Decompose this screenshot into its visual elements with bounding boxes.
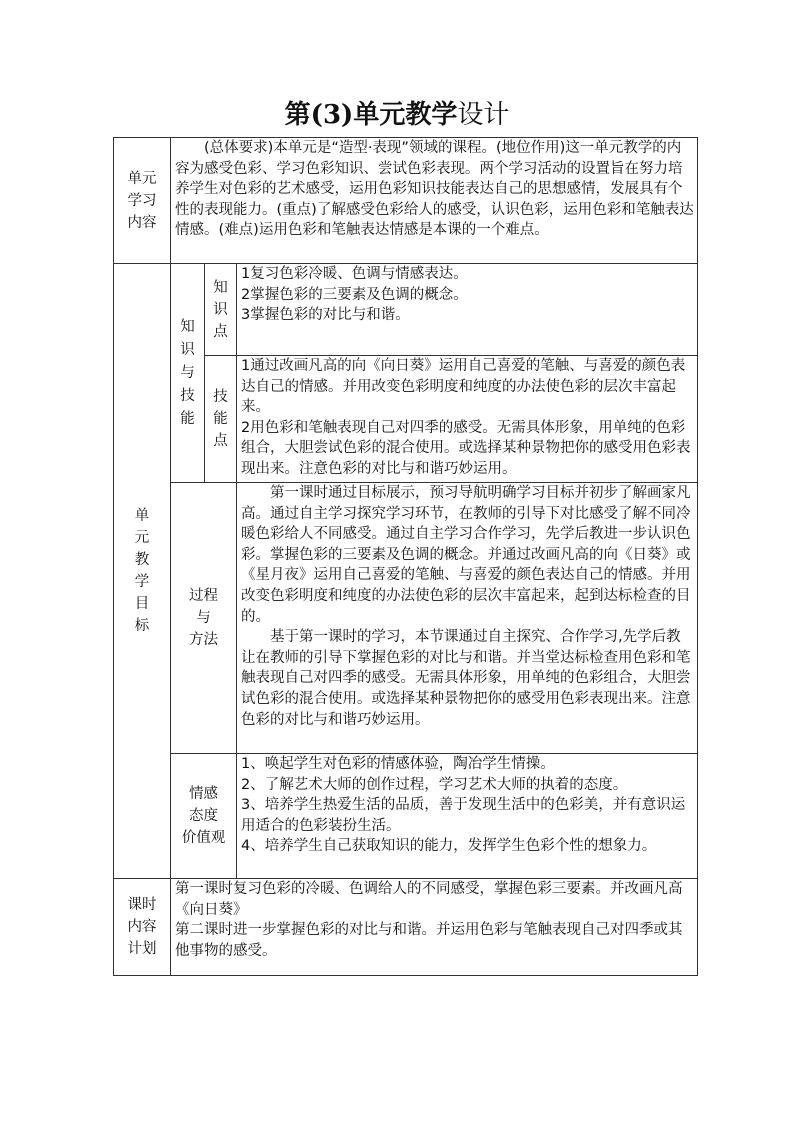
- schedule-label: [114, 879, 171, 976]
- label-line: 与: [180, 364, 195, 381]
- attitude-item: 3、培养学生热爱生活的品质，善于发现生活中的色彩美，并有意识运用适合的色彩装扮生活。: [241, 797, 686, 834]
- schedule-row: [114, 879, 698, 976]
- content-label: [114, 138, 171, 264]
- label-line: 能: [213, 411, 228, 427]
- label-line: 点: [213, 433, 228, 449]
- label-line: 课时: [127, 897, 157, 913]
- title-bold: 第(3)单元教学: [284, 100, 458, 130]
- unit-plan-table: [113, 137, 698, 976]
- process-paragraph: 第一课时通过目标展示，预习导航明确学习目标并初步了解画家凡高。通过自主学习探究学习环节，在教师的引导下对比感受了解不同冷暖色彩给人不同感受。通过自主学习合作学习，先学后教进一步认识色彩。掌握色彩的三要素及色调的概念。并通过改画凡高的向《日葵》或《星月夜》运用自己喜爱的笔触、与喜爱的颜色表达自己的情感。并用改变色彩明度和纯度的办法使色彩的层次丰富起来，起到达标检查的目的。: [241, 485, 691, 625]
- skill-points-label: [205, 356, 237, 483]
- label-line: 技: [213, 389, 228, 405]
- attitude-item: 4、培养学生自己获取知识的能力，发挥学生色彩个性的想象力。: [241, 838, 657, 855]
- label-line: 内容: [127, 214, 157, 231]
- knowledge-point-item: 2掌握色彩的三要素及色调的概念。: [241, 286, 468, 303]
- knowledge-skill-label: [171, 264, 205, 483]
- attitude-item: 1、唤起学生对色彩的情感体验，陶冶学生情操。: [241, 756, 555, 772]
- process-method-row: [114, 483, 698, 754]
- skill-point-item: 2用色彩和笔触表现自己对四季的感受。无需具体形象，用单纯的色彩组合，大胆尝试色彩的混合使用。或选择某种景物把你的感受用色彩表现出来。注意色彩的对比与和谐巧妙运用。: [241, 419, 691, 477]
- attitude-cell: [237, 754, 698, 879]
- label-line: 教: [134, 552, 150, 568]
- attitude-row: [114, 754, 698, 879]
- page-title: [0, 98, 794, 132]
- skill-point-item: 1通过改画凡高的向《向日葵》运用自己喜爱的笔触、与喜爱的颜色表达自己的情感。并用改变色彩明度和纯度的办法使色彩的层次丰富起来。: [241, 358, 686, 416]
- process-paragraph: 基于第一课时的学习，本节课通过自主探究、合作学习,先学后教让在教师的引导下掌握色彩的对比与和谐。并当堂达标检查用色彩和笔触表现自己对四季的感受。无需具体形象，用单纯的色彩组合，大胆尝试色彩的混合使用。或选择某种景物把你的感受用色彩表现出来。注意色彩的对比与和谐巧妙运用。: [241, 629, 691, 728]
- attitude-item: 2、了解艺术大师的创作过程，学习艺术大师的执着的态度。: [241, 776, 628, 793]
- label-line: 识: [180, 341, 195, 358]
- label-line: 单: [134, 508, 150, 524]
- label-line: 学: [134, 574, 150, 590]
- content-text: (总体要求)本单元是“造型·表现”领域的课程。(地位作用)这一单元教学的内容为感受色彩、学习色彩知识、尝试色彩表现。两个学习活动的设置旨在努力培养学生对色彩的艺术感受，运用色彩知识技能表达自己的思想感情，发展具有个性的表现能力。(重点)了解感受色彩给人的感受，认识色彩，运用色彩和笔触表达情感。(难点)运用色彩和笔触表达情感是本课的一个难点。: [175, 140, 694, 239]
- label-line: 知: [213, 279, 228, 296]
- title-suffix: 设计: [457, 100, 510, 130]
- label-line: 单元: [127, 170, 157, 187]
- label-line: 态度: [189, 808, 218, 824]
- schedule-cell: [171, 879, 698, 976]
- label-line: 知: [180, 318, 195, 335]
- label-line: 内容: [127, 919, 157, 935]
- schedule-item: 第一课时复习色彩的冷暖、色调给人的不同感受，掌握色彩三要素。并改画凡高《向日葵》: [175, 881, 683, 918]
- label-line: 情感: [189, 786, 218, 802]
- knowledge-point-item: 3掌握色彩的对比与和谐。: [241, 307, 410, 324]
- process-method-cell: [237, 483, 698, 754]
- label-line: 方法: [189, 632, 218, 648]
- content-row: [114, 138, 698, 264]
- label-line: 点: [213, 323, 228, 340]
- label-line: 计划: [127, 941, 157, 957]
- label-line: 识: [213, 301, 228, 318]
- label-line: 技: [180, 387, 195, 404]
- label-line: 能: [180, 410, 195, 427]
- label-line: 过程: [189, 588, 218, 604]
- attitude-label: [171, 754, 237, 879]
- knowledge-points-cell: [237, 264, 698, 356]
- schedule-item: 第二课时进一步掌握色彩的对比与和谐。并运用色彩与笔触表现自己对四季或其他事物的感受。: [175, 922, 683, 959]
- goals-label: [114, 264, 171, 879]
- knowledge-points-label: [205, 264, 237, 356]
- label-line: 与: [196, 610, 211, 626]
- label-line: 价值观: [181, 830, 226, 846]
- skill-points-cell: [237, 356, 698, 483]
- process-method-label: [171, 483, 237, 754]
- label-line: 学习: [127, 192, 157, 209]
- knowledge-points-row: [114, 264, 698, 356]
- label-line: 元: [134, 530, 150, 546]
- label-line: 目: [134, 596, 150, 612]
- content-text-cell: [171, 138, 698, 264]
- label-line: 标: [134, 618, 150, 634]
- knowledge-point-item: 1复习色彩冷暖、色调与情感表达。: [241, 266, 468, 282]
